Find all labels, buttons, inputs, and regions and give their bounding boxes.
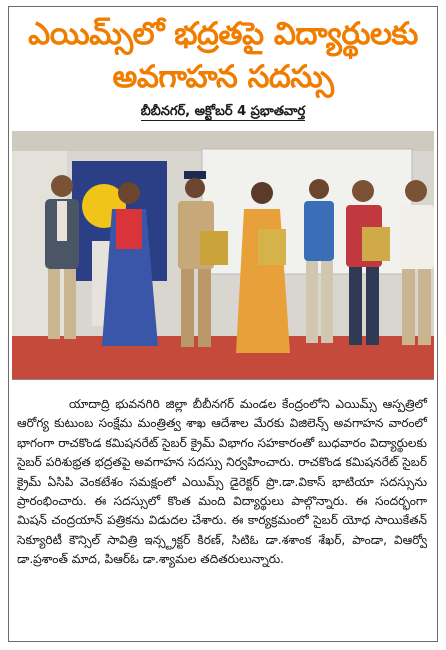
event-photo bbox=[12, 131, 434, 380]
event-photo-illustration bbox=[12, 131, 434, 379]
headline-line-1: ఎయిమ్స్‌లో భద్రతపై విద్యార్థులకు bbox=[28, 16, 418, 52]
dateline bbox=[9, 104, 437, 122]
dateline-text: బీబీనగర్, అక్టోబర్ 4 ప్రభాతవార్త bbox=[140, 104, 306, 119]
article-body: యాదాద్రి భువనగిరి జిల్లా బీబీనగర్ మండల కేంద్రంలోని ఎయిమ్స్ ఆస్పత్రిలో ఆరోగ్య కుటుంబ సంక్షేమ మంత్రిత్వ శాఖ ఆదేశాల మేరకు విజిలెన్స్ అవగాహన వారంలో భాగంగా రాచకొండ కమిషనరేట్ సైబర్ క్రైమ్ విభాగం సహకారంతో బుధవారం విద్యార్థులకు సైబర్ పరిశుభ్రత భద్రతపై అవగాహన సదస్సు నిర్వహించారు. రాచకొండ కమిషనరేట్ సైబర్ క్రైమ్ ఏసిపి వెంకటేశం సమక్షంలో ఎయిమ్స్ డైరెక్టర్ ప్రొ.డా.వికాస్ భాటియా సదస్సును ప్రారంభించారు. ఈ సదస్సులో కొంత మంది విద్యార్థులు పాల్గొన్నారు. ఈ సందర్భంగా మిషన్ చంద్రయాన్ పత్రికను విడుదల చేశారు. ఈ కార్యక్రమంలో సైబర్ యోధ సాయికేతన్ సెక్యూరిటీ కౌన్సిల్ సావిత్రి ఇన్స్ట్రక్టర్ కిరణ్, సిటిఓ డా.శశాంక శేఖర్, పాండా, విఆర్వో డా.ప్రశాంత్ మాద, పిఆర్ఓ డా.శ్యామల తదితరులున్నారు. bbox=[17, 397, 427, 567]
news-clipping bbox=[8, 6, 438, 642]
headline-line-2: అవగాహన సదస్సు bbox=[112, 59, 334, 95]
